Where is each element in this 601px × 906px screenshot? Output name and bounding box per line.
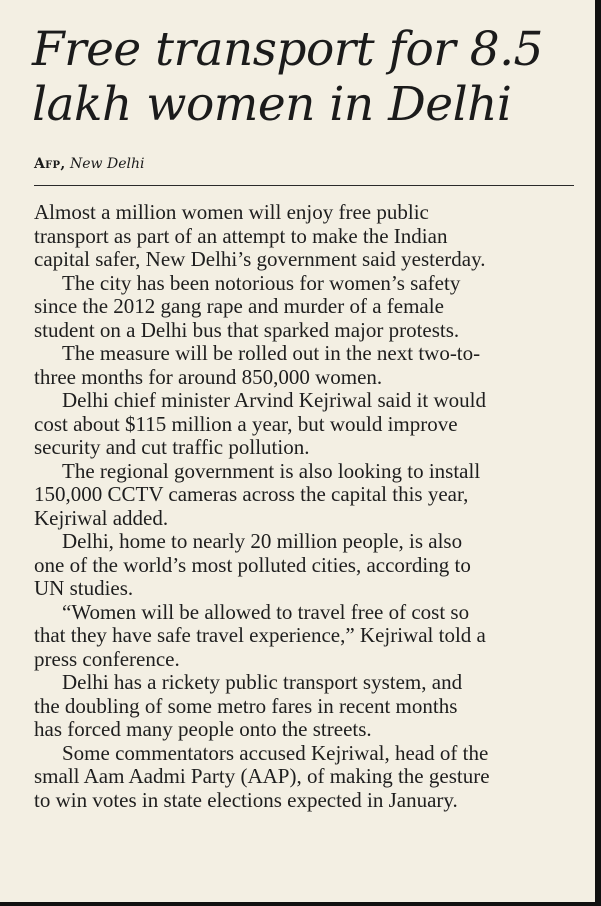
article-line: UN studies.	[34, 576, 134, 600]
article-line: cost about $115 million a year, but would improve	[34, 411, 458, 436]
article-line: Delhi chief minister Arvind Kejriwal said it would	[62, 388, 486, 412]
headline	[32, 22, 592, 132]
article-line: press conference.	[34, 646, 180, 671]
article-body	[34, 201, 579, 812]
article-line: Almost a million women will enjoy free public	[34, 200, 429, 224]
article-line: the doubling of some metro fares in recent months	[34, 693, 458, 718]
article-line: “Women will be allowed to travel free of cost so	[62, 599, 470, 624]
article-line: The measure will be rolled out in the next two-to-	[62, 341, 481, 365]
article-line: that they have safe travel experience,” Kejriwal told a	[34, 623, 486, 647]
article-line: small Aam Aadmi Party (AAP), of making the gesture	[34, 764, 490, 788]
article-line: Kejriwal added.	[34, 505, 169, 530]
article-line: Delhi has a rickety public transport system, and	[62, 670, 463, 694]
article-line: transport as part of an attempt to make the Indian	[34, 223, 448, 248]
article-line: one of the world’s most polluted cities, according to	[34, 552, 471, 577]
article-line: Delhi, home to nearly 20 million people, is also	[62, 529, 463, 553]
byline	[34, 156, 144, 172]
article-line: to win votes in state elections expected in January.	[34, 787, 458, 812]
article-line: since the 2012 gang rape and murder of a female	[34, 294, 444, 318]
headline-line: lakh women in Delhi	[32, 77, 512, 132]
article-line: The regional government is also looking to install	[62, 458, 481, 483]
article-line: capital safer, New Delhi’s government said yesterday.	[34, 247, 486, 271]
headline-line: Free transport for 8.5	[32, 22, 543, 77]
byline-place: New Delhi	[70, 156, 145, 172]
article-line: has forced many people onto the streets.	[34, 717, 372, 741]
article-line: The city has been notorious for women’s safety	[62, 270, 461, 295]
article-line: three months for around 850,000 women.	[34, 364, 383, 389]
article-line: Some commentators accused Kejriwal, head of the	[62, 740, 489, 765]
byline-agency: Afp,	[34, 156, 66, 172]
byline-divider	[34, 185, 574, 186]
article-line: student on a Delhi bus that sparked major protests.	[34, 317, 460, 342]
article-line: security and cut traffic pollution.	[34, 435, 310, 459]
article-line: 150,000 CCTV cameras across the capital this year,	[34, 482, 469, 506]
